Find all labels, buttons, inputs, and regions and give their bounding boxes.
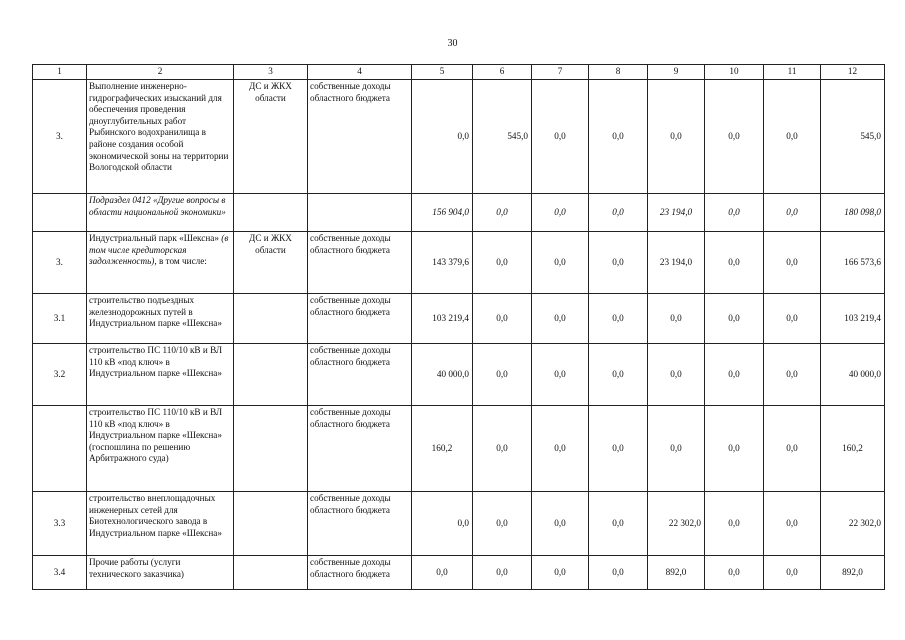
value-cell: 0,0 (705, 556, 764, 590)
value-cell: 0,0 (532, 232, 589, 294)
value-cell: 103 219,4 (821, 294, 885, 344)
value-cell: 0,0 (648, 406, 705, 492)
value-cell: 0,0 (705, 492, 764, 556)
table-row (33, 80, 885, 194)
value-cell: 0,0 (473, 406, 532, 492)
value-cell: 0,0 (764, 194, 821, 232)
row-source: собственные доходы областного бюджета (308, 406, 412, 492)
value-cell: 0,0 (648, 294, 705, 344)
value-cell: 0,0 (705, 294, 764, 344)
value-cell: 160,2 (821, 406, 885, 492)
value-cell: 0,0 (473, 344, 532, 406)
header-cell: 9 (648, 65, 705, 80)
value-cell: 23 194,0 (648, 194, 705, 232)
value-cell: 0,0 (648, 80, 705, 194)
table-row (33, 492, 885, 556)
row-name: строительство подъездных железнодорожных путей в Индустриальном парке «Шексна» (87, 294, 234, 344)
header-cell: 7 (532, 65, 589, 80)
row-source: собственные доходы областного бюджета (308, 232, 412, 294)
value-cell: 0,0 (532, 344, 589, 406)
value-cell: 0,0 (589, 232, 648, 294)
row-source: собственные доходы областного бюджета (308, 294, 412, 344)
row-source: собственные доходы областного бюджета (308, 344, 412, 406)
header-cell: 1 (33, 65, 87, 80)
table-row (33, 194, 885, 232)
value-cell: 0,0 (589, 344, 648, 406)
value-cell: 0,0 (764, 80, 821, 194)
row-executor: ДС и ЖКХ области (234, 80, 308, 194)
header-cell: 12 (821, 65, 885, 80)
value-cell: 0,0 (764, 406, 821, 492)
value-cell: 23 194,0 (648, 232, 705, 294)
value-cell: 0,0 (705, 406, 764, 492)
row-name (87, 232, 234, 294)
row-executor (234, 492, 308, 556)
value-cell: 156 904,0 (412, 194, 473, 232)
row-source: собственные доходы областного бюджета (308, 492, 412, 556)
value-cell: 0,0 (473, 294, 532, 344)
row-number: 3. (33, 80, 87, 194)
table-row (33, 294, 885, 344)
row-name: строительство внеплощадочных инженерных сетей для Биотехнологического завода в Индустриальном парке «Шексна» (87, 492, 234, 556)
row-number: 3.4 (33, 556, 87, 590)
table-row (33, 232, 885, 294)
value-cell: 0,0 (764, 232, 821, 294)
row-number: 3. (33, 232, 87, 294)
value-cell: 0,0 (532, 80, 589, 194)
row-name: Подраздел 0412 «Другие вопросы в области национальной экономики» (87, 194, 234, 232)
row-name-plain: Индустриальный парк «Шексна» (89, 233, 222, 243)
value-cell: 0,0 (532, 492, 589, 556)
value-cell: 545,0 (821, 80, 885, 194)
header-cell: 6 (473, 65, 532, 80)
value-cell: 0,0 (589, 492, 648, 556)
value-cell: 166 573,6 (821, 232, 885, 294)
value-cell: 0,0 (532, 556, 589, 590)
value-cell: 0,0 (589, 406, 648, 492)
value-cell: 143 379,6 (412, 232, 473, 294)
value-cell: 892,0 (648, 556, 705, 590)
value-cell: 0,0 (589, 80, 648, 194)
page-number: 30 (447, 38, 458, 49)
value-cell: 0,0 (532, 294, 589, 344)
value-cell: 0,0 (473, 232, 532, 294)
value-cell: 40 000,0 (412, 344, 473, 406)
value-cell: 545,0 (473, 80, 532, 194)
row-source (308, 194, 412, 232)
value-cell: 0,0 (764, 492, 821, 556)
row-name: строительство ПС 110/10 кВ и ВЛ 110 кВ «под ключ» в Индустриальном парке «Шексна» (госпошлина по решению Арбитражного суда) (87, 406, 234, 492)
row-number (33, 194, 87, 232)
value-cell: 0,0 (412, 492, 473, 556)
row-name-italic: (в том числе кредиторская задолженность), (89, 233, 229, 267)
value-cell: 40 000,0 (821, 344, 885, 406)
row-executor (234, 194, 308, 232)
value-cell: 180 098,0 (821, 194, 885, 232)
value-cell: 892,0 (821, 556, 885, 590)
table-row (33, 344, 885, 406)
value-cell: 0,0 (532, 194, 589, 232)
header-cell: 3 (234, 65, 308, 80)
row-executor (234, 556, 308, 590)
row-source: собственные доходы областного бюджета (308, 80, 412, 194)
value-cell: 22 302,0 (821, 492, 885, 556)
value-cell: 0,0 (705, 194, 764, 232)
table-row (33, 556, 885, 590)
budget-table (32, 64, 885, 590)
row-name: строительство ПС 110/10 кВ и ВЛ 110 кВ «под ключ» в Индустриальном парке «Шексна» (87, 344, 234, 406)
value-cell: 103 219,4 (412, 294, 473, 344)
row-number: 3.1 (33, 294, 87, 344)
header-cell: 11 (764, 65, 821, 80)
row-source: собственные доходы областного бюджета (308, 556, 412, 590)
row-executor (234, 294, 308, 344)
row-number: 3.2 (33, 344, 87, 406)
value-cell: 0,0 (589, 194, 648, 232)
value-cell: 0,0 (473, 492, 532, 556)
value-cell: 0,0 (473, 556, 532, 590)
row-number (33, 406, 87, 492)
value-cell: 0,0 (532, 406, 589, 492)
header-cell: 5 (412, 65, 473, 80)
value-cell: 0,0 (764, 294, 821, 344)
value-cell: 160,2 (412, 406, 473, 492)
table-row (33, 406, 885, 492)
value-cell: 0,0 (589, 294, 648, 344)
row-name: Прочие работы (услуги технического заказчика) (87, 556, 234, 590)
row-number: 3.3 (33, 492, 87, 556)
row-executor (234, 344, 308, 406)
header-cell: 4 (308, 65, 412, 80)
header-cell: 2 (87, 65, 234, 80)
row-executor: ДС и ЖКХ области (234, 232, 308, 294)
row-executor (234, 406, 308, 492)
value-cell: 0,0 (648, 344, 705, 406)
header-row (33, 65, 885, 80)
value-cell: 0,0 (412, 80, 473, 194)
value-cell: 22 302,0 (648, 492, 705, 556)
value-cell: 0,0 (705, 344, 764, 406)
value-cell: 0,0 (764, 556, 821, 590)
row-name: Выполнение инженерно-гидрографических изысканий для обеспечения проведения дноуглубительных работ Рыбинского водохранилища в районе создания особой экономической зоны на территории Вологодской области (87, 80, 234, 194)
value-cell: 0,0 (764, 344, 821, 406)
value-cell: 0,0 (412, 556, 473, 590)
value-cell: 0,0 (705, 80, 764, 194)
row-name-tail: в том числе: (156, 256, 207, 267)
value-cell: 0,0 (473, 194, 532, 232)
header-cell: 10 (705, 65, 764, 80)
value-cell: 0,0 (589, 556, 648, 590)
header-cell: 8 (589, 65, 648, 80)
value-cell: 0,0 (705, 232, 764, 294)
